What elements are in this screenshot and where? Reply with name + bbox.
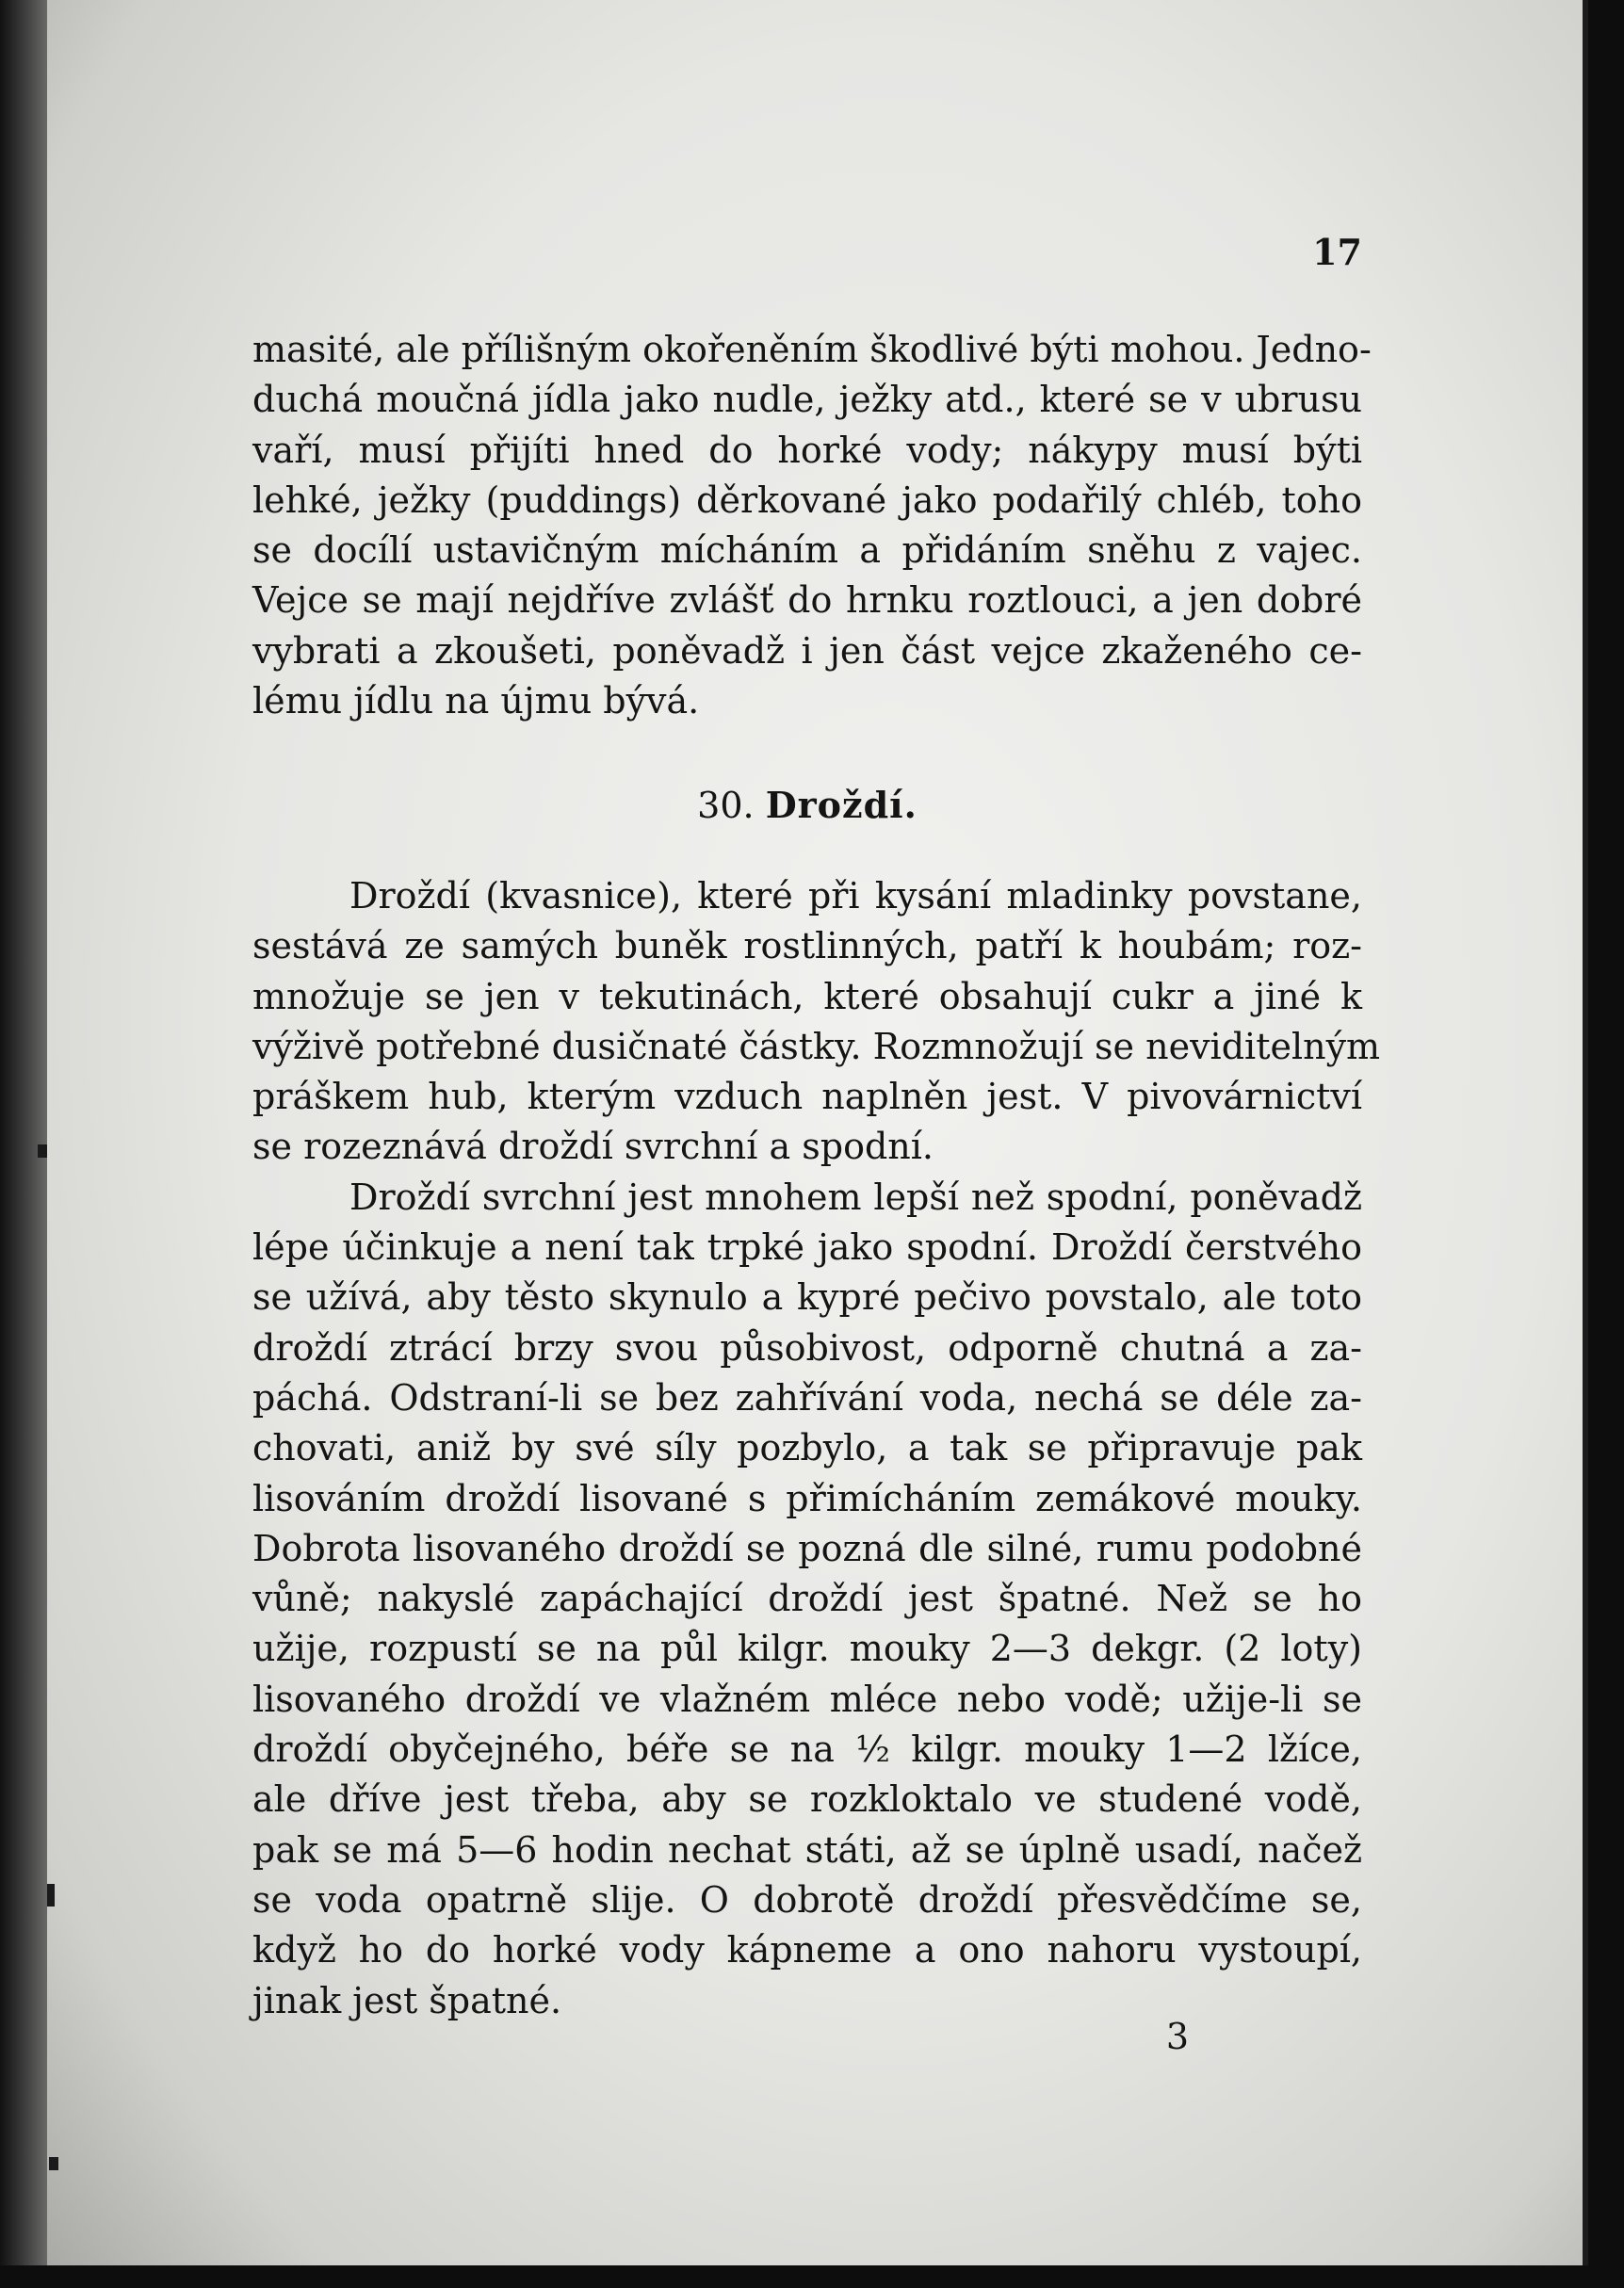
intro-paragraph [252, 325, 1372, 726]
text-line: masité, ale přílišným okořeněním škodlivé býti mohou. Jedno- [252, 329, 1372, 370]
text-line: Droždí svrchní jest mnohem lepší než spodní, poněvadž [349, 1176, 1362, 1218]
text-line: Vejce se mají nejdříve zvlášť do hrnku roztlouci, a jen dobré [252, 579, 1362, 622]
text-line: vůně; nakyslé zapáchající droždí jest špatné. Než se ho [252, 1578, 1362, 1620]
text-line: lépe účinkuje a není tak trpké jako spodní. Droždí čerstvého [252, 1226, 1362, 1269]
text-line: jinak jest špatné. [252, 1979, 562, 2021]
text-line: se užívá, aby těsto skynulo a kypré pečivo povstalo, ale toto [252, 1276, 1362, 1319]
text-line: se docílí ustavičným mícháním a přidáním sněhu z vajec. [252, 529, 1362, 572]
margin-speck [49, 2157, 58, 2170]
text-line: vaří, musí přijíti hned do horké vody; nákypy musí býti [252, 429, 1362, 471]
section-title: Droždí. [765, 784, 918, 826]
text-line: užije, rozpustí se na půl kilgr. mouky 2—3 dekgr. (2 loty) [252, 1628, 1362, 1670]
text-line: lisovaného droždí ve vlažném mléce nebo vodě; užije-li se [252, 1678, 1362, 1720]
text-line: lému jídlu na újmu bývá. [252, 680, 700, 722]
signature-mark: 3 [1165, 2016, 1190, 2057]
page-number: 17 [1312, 231, 1362, 273]
text-line: droždí obyčejného, béře se na ½ kilgr. mouky 1—2 lžíce, [252, 1728, 1362, 1771]
text-line: Droždí (kvasnice), které při kysání mladinky povstane, [349, 875, 1362, 917]
text-line: duchá moučná jídla jako nudle, ježky atd., které se v ubrusu [252, 379, 1362, 421]
text-line: pak se má 5—6 hodin nechat státi, až se úplně usadí, načež [252, 1828, 1362, 1871]
text-line: výživě potřebné dusičnaté částky. Rozmnožují se neviditelným [252, 1025, 1381, 1067]
margin-speck [47, 1884, 55, 1907]
text-line: množuje se jen v tekutinách, které obsahují cukr a jiné k [252, 975, 1362, 1017]
text-line: se rozeznává droždí svrchní a spodní. [252, 1126, 934, 1168]
text-line: lehké, ježky (puddings) děrkované jako podařilý chléb, toho [252, 479, 1362, 521]
text-line: páchá. Odstraní-li se bez zahřívání voda, nechá se déle za- [252, 1376, 1362, 1419]
text-line: práškem hub, kterým vzduch naplněn jest. V pivovárnictví [252, 1076, 1362, 1118]
text-line: sestává ze samých buněk rostlinných, patří k houbám; roz- [252, 925, 1362, 967]
text-line: chovati, aniž by své síly pozbylo, a tak se připravuje pak [252, 1427, 1362, 1469]
text-line: vybrati a zkoušeti, poněvadž i jen část vejce zkaženého ce- [252, 629, 1362, 672]
text-line: ale dříve jest třeba, aby se rozkloktalo ve studené vodě, [252, 1778, 1362, 1821]
section-heading [252, 777, 1362, 834]
text-line: když ho do horké vody kápneme a ono nahoru vystoupí, [252, 1929, 1362, 1972]
text-line: lisováním droždí lisované s přimícháním zemákové mouky. [252, 1477, 1362, 1519]
text-line: droždí ztrácí brzy svou působivost, odporně chutná a za- [252, 1326, 1362, 1369]
margin-speck [38, 1144, 47, 1158]
text-line: se voda opatrně slije. O dobrotě droždí přesvědčíme se, [252, 1878, 1362, 1921]
section-number: 30. [697, 785, 755, 826]
text-line: Dobrota lisovaného droždí se pozná dle silné, rumu podobné [252, 1527, 1362, 1569]
section-body [252, 871, 1381, 2026]
